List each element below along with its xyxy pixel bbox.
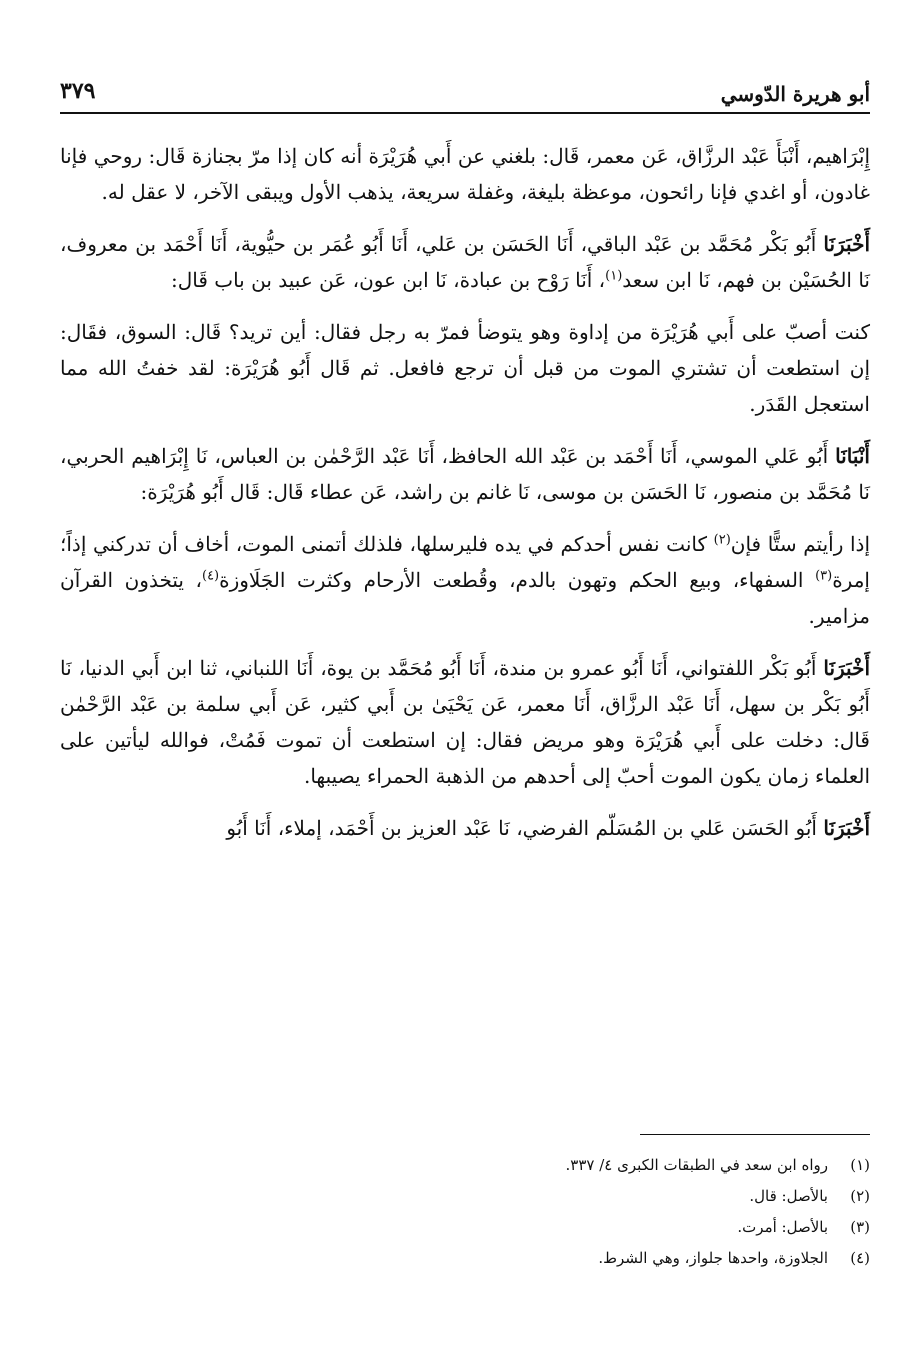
footnote-2 [60,1181,870,1212]
footnote-1 [60,1150,870,1181]
paragraph-3-text: كنت أصبّ على أَبي هُرَيْرَة من إداوة وهو يتوضأ فمرّ به رجل فقال: أين تريد؟ قَال: السوق، فقَال: إن استطعت أن تشتري الموت من قبل أن ترجع فافعل. ثم قَال أَبُو هُرَيْرَة: لقد خفتُ الله مما استعجل القَدَر. [60,320,870,416]
footnote-4 [60,1243,870,1274]
footnote-text: بالأصل: أمرت. [737,1218,828,1236]
paragraph-5 [60,526,870,634]
footnote-text: رواه ابن سعد في الطبقات الكبرى ٤/ ٣٣٧. [565,1156,828,1174]
footnote-divider [640,1134,870,1135]
paragraph-6-text: أَبُو بَكْر اللفتواني، أَنَا أَبُو عمرو بن مندة، أَنَا أَبُو مُحَمَّد بن يوة، أَنَا اللنباني، ثنا ابن أَبي الدنيا، نَا أَبُو بَكْر بن سهل، أَنَا عَبْد الرزَّاق، أَنَا معمر، عَن يَحْيَىٰ بن أَبي كثير، عَن أَبي سلمة بن عَبْد الرَّحْمٰن قَال: دخلت على أَبي هُرَيْرَة وهو مريض فقال: إن استطعت أن تموت فَمُتْ، فوالله ليأتين على العلماء زمان يكون الموت أحبّ إلى أحدهم من الذهبة الحمراء يصيبها. [60,656,870,788]
page-number: ٣٧٩ [60,78,96,104]
main-text [60,138,870,846]
footnote-number: (٣) [850,1218,870,1236]
paragraph-7 [60,810,870,846]
footnote-number: (٢) [850,1187,870,1205]
paragraph-5-text-c: السفهاء، وبيع الحكم وتهون بالدم، وقُطعت الأرحام وكثرت الجَلَاوزة [219,568,816,592]
paragraph-5-text-b: كانت نفس أحدكم في يده فليرسلها، فلذلك أتمنى الموت، أخاف أن تدركني إذاً؛ إمرة [60,532,870,592]
footnote-3 [60,1212,870,1243]
footnote-ref-4: (٤) [201,568,220,584]
paragraph-2-text-a: أَبُو بَكْر مُحَمَّد بن عَبْد الباقي، أَنَا الحَسَن بن عَلي، أَنَا أَبُو عُمَر بن حيُّوية، أَنَا أَحْمَد بن معروف، نَا الحُسَيْن بن فهم، نَا ابن سعد [60,232,870,292]
footnote-ref-2: (٢) [713,532,731,548]
narration-lead-word: أَنْبَانَا [835,444,870,468]
running-header [60,60,870,114]
footnote-ref-1: (١) [605,268,623,284]
paragraph-6 [60,650,870,794]
paragraph-3 [60,314,870,422]
running-title: أبو هريرة الدّوسي [720,82,870,106]
paragraph-7-text: أَبُو الحَسَن عَلي بن المُسَلّم الفرضي، نَا عَبْد العزيز بن أَحْمَد، إملاء، أَنَا أَبُو [226,816,824,840]
paragraph-2 [60,226,870,298]
paragraph-5-text-d: ، يتخذون القرآن مزامير. [60,568,870,628]
footnotes [60,1150,870,1274]
paragraph-2-text-b: ، أَنَا رَوْح بن عبادة، نَا ابن عون، عَن عبيد بن باب قَال: [170,268,606,292]
narration-lead-word: أَخْبَرَنَا [823,816,870,840]
paragraph-1 [60,138,870,210]
paragraph-4-text: أَبُو عَلي الموسي، أَنَا أَحْمَد بن عَبْد الله الحافظ، أَنَا عَبْد الرَّحْمٰن بن العباس، نَا إِبْرَاهيم الحربي، نَا مُحَمَّد بن منصور، نَا الحَسَن بن موسى، نَا غانم بن راشد، عَن عطاء قَال: قَال أَبُو هُرَيْرَة: [60,444,870,504]
footnote-text: بالأصل: قال. [749,1187,828,1205]
paragraph-1-text: إِبْرَاهيم، أَنْبَأَ عَبْد الرزَّاق، عَن معمر، قَال: بلغني عن أَبي هُرَيْرَة أنه كان إذا مرّ بجنازة قَال: روحي فإنا غادون، أو اغدي فإنا رائحون، موعظة بليغة، وغفلة سريعة، يذهب الأول ويبقى الآخر، لا عقل له. [60,144,870,204]
footnote-number: (١) [850,1156,870,1174]
footnote-ref-3: (٣) [815,568,833,584]
paragraph-4 [60,438,870,510]
narration-lead-word: أَخْبَرَنَا [823,232,870,256]
narration-lead-word: أَخْبَرَنَا [823,656,870,680]
footnote-number: (٤) [850,1249,870,1267]
book-page [60,60,870,1320]
paragraph-5-text-a: إذا رأيتم ستًّا فإن [730,532,870,556]
footnote-text: الجلاوزة، واحدها جلواز، وهي الشرط. [598,1249,828,1267]
